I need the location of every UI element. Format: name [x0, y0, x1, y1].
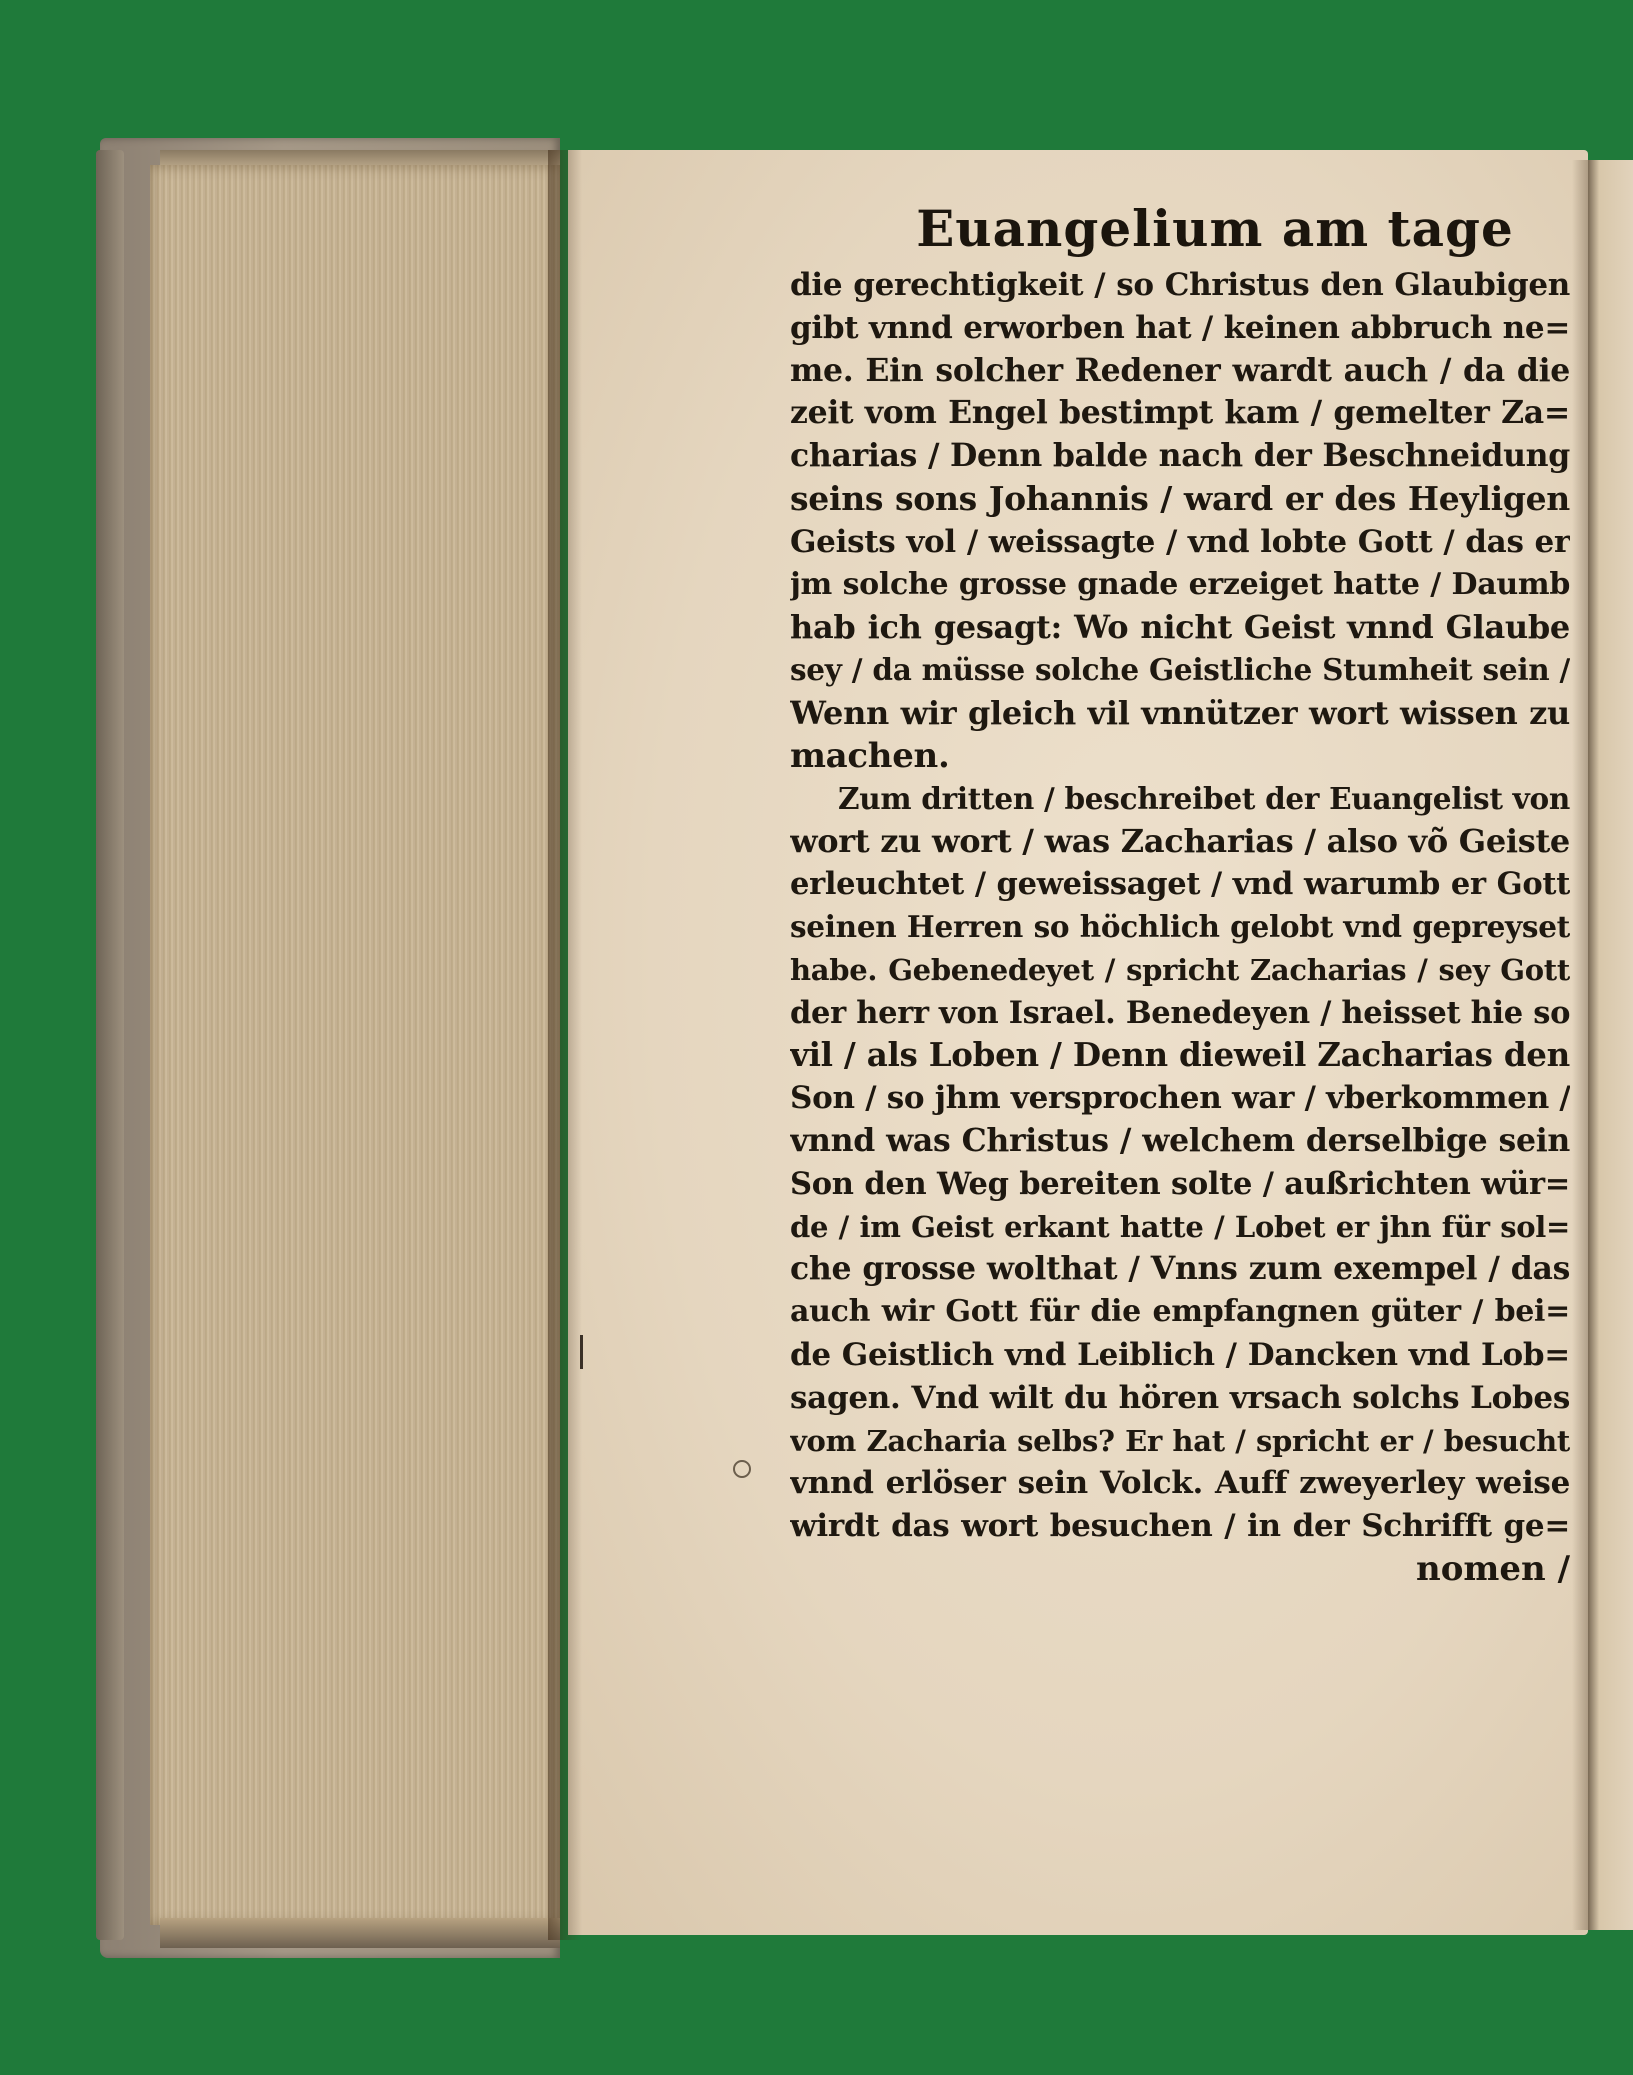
page-stack-edges	[150, 165, 560, 1925]
text-line: die gerechtigkeit / so Christus den Glaubigen	[790, 267, 1570, 303]
page-mark-stroke	[580, 1335, 583, 1369]
text-line: sey / da müsse solche Geistliche Stumheit sein /	[790, 652, 1570, 688]
page-text	[790, 198, 1570, 1590]
text-line: machen.	[790, 735, 950, 776]
facing-page-edge	[1588, 160, 1633, 1930]
text-line: Son / so jhm versprochen war / vberkommen /	[790, 1080, 1570, 1117]
text-line: vnnd was Christus / welchem derselbige sein	[790, 1121, 1570, 1159]
text-line: zeit vom Engel bestimpt kam / gemelter Za=	[790, 394, 1570, 432]
text-line: de / im Geist erkant hatte / Lobet er jhn für sol=	[790, 1209, 1570, 1244]
text-line: Zum dritten / beschreibet der Euangelist von	[838, 780, 1570, 816]
text-line: hab ich gesagt: Wo nicht Geist vnnd Glaube	[790, 608, 1570, 647]
text-line: vnnd erlöser sein Volck. Auff zweyerley weise	[790, 1465, 1570, 1502]
text-line: wirdt das wort besuchen / in der Schrifft ge=	[790, 1508, 1570, 1545]
cover-spine-edge	[96, 150, 124, 1940]
page-mark-circle	[733, 1460, 751, 1478]
text-line: che grosse wolthat / Vnns zum exempel / das	[790, 1250, 1570, 1288]
text-line: gibt vnnd erworben hat / keinen abbruch ne=	[790, 309, 1570, 346]
text-line: me. Ein solcher Redener wardt auch / da die	[790, 351, 1570, 389]
text-line: charias / Denn balde nach der Beschneidung	[790, 437, 1570, 475]
text-line: Son den Weg bereiten solte / außrichten wür=	[790, 1165, 1570, 1202]
page-stack-bottom	[160, 1918, 560, 1948]
text-line: jm solche grosse gnade erzeiget hatte / Daumb	[790, 566, 1570, 602]
text-line: vil / als Loben / Denn dieweil Zacharias den	[790, 1035, 1570, 1075]
gutter-shadow	[548, 150, 582, 1940]
text-line: erleuchtet / geweissaget / vnd warumb er Gott	[790, 866, 1570, 903]
text-line: habe. Gebenedeyet / spricht Zacharias / sey Gott	[790, 952, 1570, 987]
running-header: Euangelium am tage	[916, 199, 1514, 258]
text-line: der herr von Israel. Benedeyen / heisset hie so	[790, 994, 1570, 1031]
text-line: de Geistlich vnd Leiblich / Dancken vnd Lob=	[790, 1336, 1570, 1373]
text-line: auch wir Gott für die empfangnen güter / bei=	[790, 1294, 1570, 1330]
text-line: Geists vol / weissagte / vnd lobte Gott / das er	[790, 523, 1570, 560]
text-line: sagen. Vnd wilt du hören vrsach solchs Lobes	[790, 1379, 1570, 1416]
text-line: seinen Herren so höchlich gelobt vnd gepreyset	[790, 908, 1570, 944]
catchword: nomen /	[1416, 1548, 1570, 1589]
text-line: Wenn wir gleich vil vnnützer wort wissen zu	[790, 693, 1570, 732]
text-line: wort zu wort / was Zacharias / also võ Geiste	[790, 822, 1570, 861]
text-line: vom Zacharia selbs? Er hat / spricht er / besucht	[790, 1423, 1570, 1458]
text-line: seins sons Johannis / ward er des Heyligen	[790, 478, 1570, 518]
